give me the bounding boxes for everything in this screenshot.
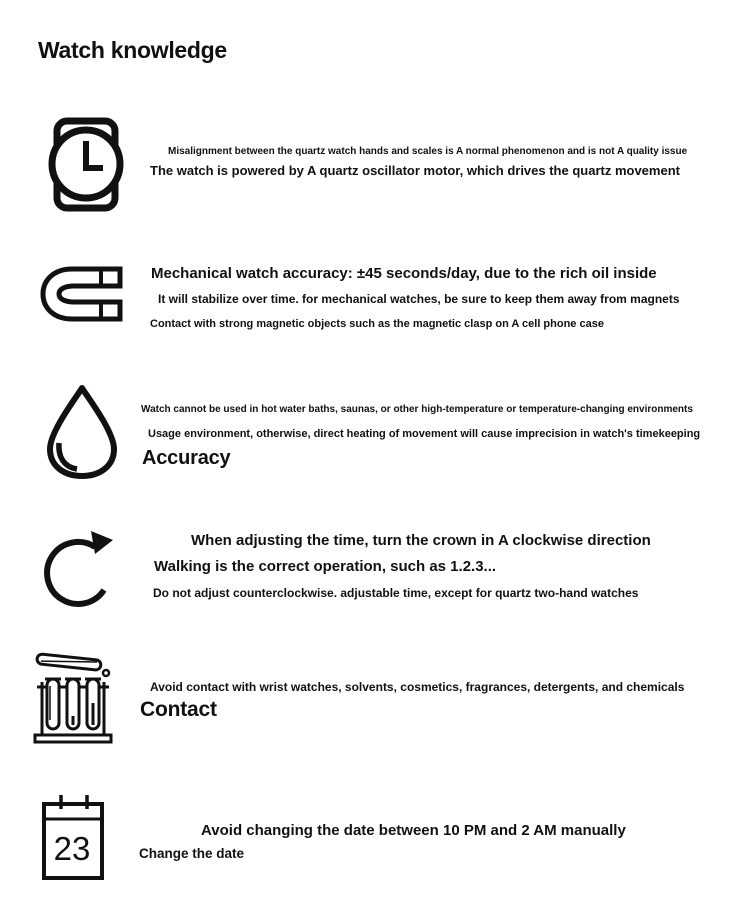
section-contact-heading: Contact	[140, 698, 217, 721]
clockwise-arrow-icon	[38, 527, 120, 612]
water-drop-icon	[38, 383, 126, 481]
section-crown-sub: Walking is the correct operation, such as 1.2.3...	[154, 558, 497, 575]
section-date-sub: Change the date	[139, 846, 245, 861]
section-crown-main: When adjusting the time, turn the crown in A clockwise direction	[191, 532, 651, 549]
section-temperature-sub: Usage environment, otherwise, direct heating of movement will cause imprecision in watch's timekeeping	[148, 428, 701, 440]
page-title: Watch knowledge	[38, 37, 227, 63]
section-magnet-main: Mechanical watch accuracy: ±45 seconds/day, due to the rich oil inside	[151, 265, 657, 282]
section-quartz-note: Misalignment between the quartz watch hands and scales is A normal phenomenon and is not A quality issue	[168, 146, 688, 157]
test-tubes-icon	[32, 646, 114, 746]
calendar-day-number: 23	[53, 830, 91, 867]
section-crown-note: Do not adjust counterclockwise. adjustable time, except for quartz two-hand watches	[153, 586, 639, 600]
section-temperature-heading: Accuracy	[142, 447, 231, 469]
section-date-main: Avoid changing the date between 10 PM and 2 AM manually	[201, 822, 626, 839]
section-quartz-main: The watch is powered by A quartz oscillator motor, which drives the quartz movement	[150, 163, 680, 178]
calendar-icon	[40, 792, 106, 883]
wristwatch-icon	[40, 117, 132, 212]
magnet-icon	[38, 264, 124, 324]
section-temperature-note: Watch cannot be used in hot water baths, saunas, or other high-temperature or temperature-changing environments	[141, 404, 693, 415]
section-magnet-note: Contact with strong magnetic objects such as the magnetic clasp on A cell phone case	[150, 318, 604, 330]
section-magnet-sub: It will stabilize over time. for mechanical watches, be sure to keep them away from magnets	[158, 292, 680, 306]
section-contact-note: Avoid contact with wrist watches, solvents, cosmetics, fragrances, detergents, and chemicals	[150, 680, 685, 694]
